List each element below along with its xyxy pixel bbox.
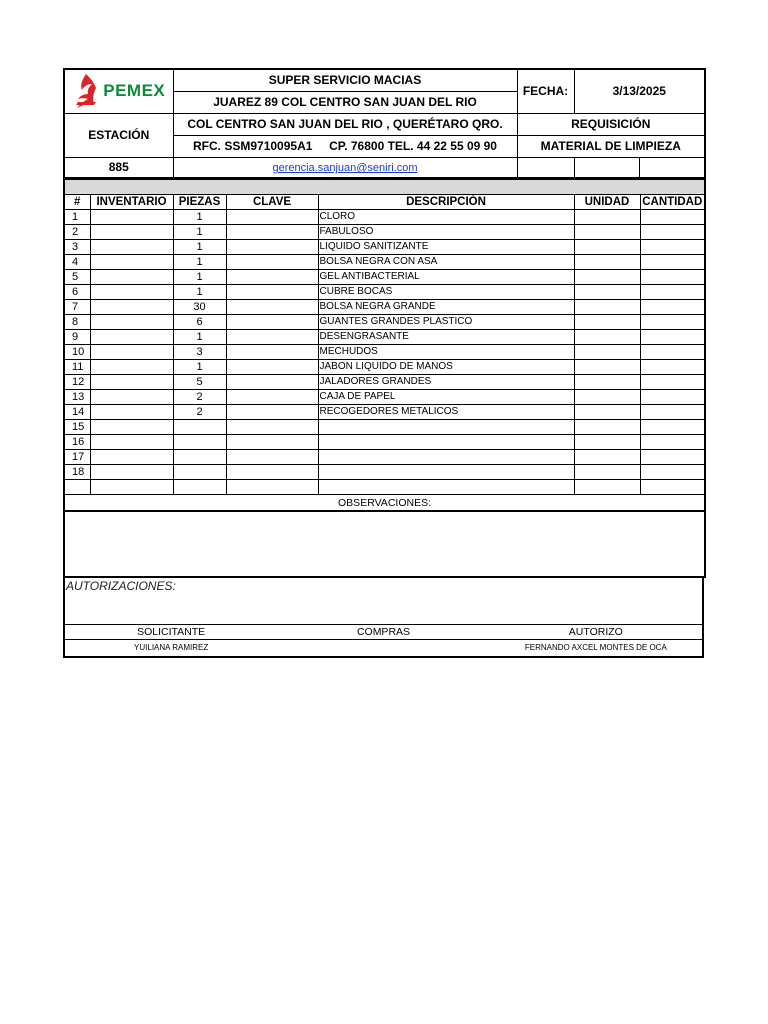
inventario-cell[interactable] [90,360,173,375]
descripcion-cell[interactable]: CUBRE BOCAS [318,285,574,300]
logo-text: PEMEX [103,81,166,101]
clave-cell[interactable] [226,285,318,300]
clave-cell[interactable] [226,270,318,285]
descripcion-cell[interactable]: GEL ANTIBACTERIAL [318,270,574,285]
unidad-cell[interactable] [574,300,640,315]
rfc-line: RFC. SSM9710095A1 CP. 76800 TEL. 44 22 55 09 90 [173,135,517,157]
autorizo-name: FERNANDO AXCEL MONTES DE OCA [524,643,667,652]
row-number[interactable] [64,480,90,495]
row-number[interactable]: 5 [64,270,90,285]
cantidad-cell[interactable] [640,240,705,255]
row-number[interactable]: 10 [64,345,90,360]
inventario-cell[interactable] [90,345,173,360]
table-row [64,390,705,405]
fecha-value: 3/13/2025 [574,69,705,113]
piezas-cell[interactable]: 1 [173,225,226,240]
unidad-cell[interactable] [574,405,640,420]
row-number[interactable]: 15 [64,420,90,435]
cantidad-cell[interactable] [640,285,705,300]
table-row [64,270,705,285]
table-row [64,285,705,300]
address-line-1: JUAREZ 89 COL CENTRO SAN JUAN DEL RIO [173,91,517,113]
inventario-cell[interactable] [90,420,173,435]
clave-cell[interactable] [226,315,318,330]
descripcion-cell[interactable] [318,480,574,495]
clave-cell[interactable] [226,435,318,450]
row-number[interactable]: 2 [64,225,90,240]
logo-cell [64,69,173,113]
unidad-cell[interactable] [574,435,640,450]
descripcion-cell[interactable] [318,465,574,480]
descripcion-cell[interactable]: DESENGRASANTE [318,330,574,345]
table-row [64,300,705,315]
piezas-cell[interactable] [173,465,226,480]
signature-names-row [65,639,702,656]
piezas-cell[interactable]: 1 [173,270,226,285]
inventario-cell[interactable] [90,405,173,420]
station-number: 885 [64,157,173,178]
table-row [64,405,705,420]
inventario-cell[interactable] [90,225,173,240]
descripcion-cell[interactable]: CLORO [318,210,574,225]
solicitante-name: YUILIANA RAMIREZ [134,643,209,652]
blank-cell [639,157,705,178]
cantidad-cell[interactable] [640,210,705,225]
header-table [63,68,706,179]
table-row [64,480,705,495]
descripcion-cell[interactable]: GUANTES GRANDES PLASTICO [318,315,574,330]
cantidad-cell[interactable] [640,435,705,450]
requisition-sheet [63,68,704,658]
unidad-cell[interactable] [574,480,640,495]
unidad-cell[interactable] [574,240,640,255]
blank-cell [574,157,639,178]
cantidad-cell[interactable] [640,480,705,495]
descripcion-cell[interactable]: MECHUDOS [318,345,574,360]
cantidad-cell[interactable] [640,375,705,390]
clave-cell[interactable] [226,345,318,360]
clave-cell[interactable] [226,480,318,495]
clave-cell[interactable] [226,240,318,255]
col-header: CANTIDAD [640,195,705,210]
row-number[interactable]: 9 [64,330,90,345]
gray-separator [64,180,705,195]
table-row [64,360,705,375]
observaciones-label: OBSERVACIONES: [64,495,705,512]
table-row [64,420,705,435]
unidad-cell[interactable] [574,285,640,300]
table-row [64,240,705,255]
descripcion-cell[interactable]: LIQUIDO SANITIZANTE [318,240,574,255]
cantidad-cell[interactable] [640,315,705,330]
row-number[interactable]: 13 [64,390,90,405]
inventario-cell[interactable] [90,315,173,330]
inventario-cell[interactable] [90,450,173,465]
col-header: DESCRIPCIÓN [318,195,574,210]
unidad-cell[interactable] [574,345,640,360]
col-header: UNIDAD [574,195,640,210]
clave-cell[interactable] [226,465,318,480]
table-row [64,435,705,450]
unidad-cell[interactable] [574,360,640,375]
col-header: # [64,195,90,210]
unidad-cell[interactable] [574,465,640,480]
autorizo-label: AUTORIZO [568,626,623,638]
clave-cell[interactable] [226,420,318,435]
unidad-cell[interactable] [574,390,640,405]
compras-label: COMPRAS [356,626,411,638]
compras-name [277,640,489,656]
piezas-cell[interactable] [173,435,226,450]
table-row [64,330,705,345]
address-line-2: COL CENTRO SAN JUAN DEL RIO , QUERÉTARO QRO. [173,113,517,135]
cantidad-cell[interactable] [640,390,705,405]
piezas-cell[interactable]: 2 [173,390,226,405]
piezas-cell[interactable]: 1 [173,330,226,345]
company-name: SUPER SERVICIO MACIAS [173,69,517,91]
unidad-cell[interactable] [574,225,640,240]
unidad-cell[interactable] [574,270,640,285]
table-row [64,255,705,270]
cantidad-cell[interactable] [640,270,705,285]
descripcion-cell[interactable] [318,450,574,465]
solicitante-label: SOLICITANTE [137,626,206,638]
piezas-cell[interactable]: 1 [173,285,226,300]
row-number[interactable]: 17 [64,450,90,465]
table-row [64,450,705,465]
descripcion-cell[interactable]: CAJA DE PAPEL [318,390,574,405]
piezas-cell[interactable] [173,480,226,495]
row-number[interactable]: 16 [64,435,90,450]
descripcion-cell[interactable]: BOLSA NEGRA CON ASA [318,255,574,270]
cantidad-cell[interactable] [640,345,705,360]
cantidad-cell[interactable] [640,360,705,375]
cantidad-cell[interactable] [640,330,705,345]
autorizaciones-label: AUTORIZACIONES: [66,579,176,593]
unidad-cell[interactable] [574,210,640,225]
estacion-label: ESTACIÓN [64,113,173,157]
clave-cell[interactable] [226,330,318,345]
observaciones-box[interactable] [64,511,705,577]
clave-cell[interactable] [226,300,318,315]
clave-cell[interactable] [226,405,318,420]
inventario-cell[interactable] [90,300,173,315]
row-number[interactable]: 12 [64,375,90,390]
inventario-cell[interactable] [90,390,173,405]
inventario-cell[interactable] [90,210,173,225]
col-header: INVENTARIO [90,195,173,210]
piezas-cell[interactable]: 6 [173,315,226,330]
row-number[interactable]: 7 [64,300,90,315]
row-number[interactable]: 3 [64,240,90,255]
clave-cell[interactable] [226,375,318,390]
row-number[interactable]: 1 [64,210,90,225]
email-link[interactable]: gerencia.sanjuan@seniri.com [272,162,418,175]
requisicion-label: REQUISICIÓN [517,113,705,135]
signature-labels-row [65,624,702,639]
cantidad-cell[interactable] [640,255,705,270]
inventario-cell[interactable] [90,330,173,345]
clave-cell[interactable] [226,210,318,225]
inventario-cell[interactable] [90,435,173,450]
clave-cell[interactable] [226,390,318,405]
row-number[interactable]: 14 [64,405,90,420]
inventario-cell[interactable] [90,480,173,495]
fecha-label: FECHA: [517,69,574,113]
row-number[interactable]: 18 [64,465,90,480]
col-header: PIEZAS [173,195,226,210]
unidad-cell[interactable] [574,255,640,270]
cantidad-cell[interactable] [640,225,705,240]
descripcion-cell[interactable]: RECOGEDORES METALICOS [318,405,574,420]
piezas-cell[interactable]: 5 [173,375,226,390]
pemex-logo [65,72,173,110]
unidad-cell[interactable] [574,375,640,390]
piezas-cell[interactable] [173,450,226,465]
row-number[interactable]: 8 [64,315,90,330]
cantidad-cell[interactable] [640,300,705,315]
clave-cell[interactable] [226,255,318,270]
cantidad-cell[interactable] [640,405,705,420]
unidad-cell[interactable] [574,315,640,330]
inventario-cell[interactable] [90,270,173,285]
table-row [64,315,705,330]
table-row [64,225,705,240]
piezas-cell[interactable]: 2 [173,405,226,420]
descripcion-cell[interactable]: FABULOSO [318,225,574,240]
email-cell [173,157,517,178]
table-row [64,465,705,480]
descripcion-cell[interactable] [318,435,574,450]
inventario-cell[interactable] [90,465,173,480]
row-number[interactable]: 6 [64,285,90,300]
col-header: CLAVE [226,195,318,210]
descripcion-cell[interactable] [318,420,574,435]
piezas-cell[interactable]: 1 [173,360,226,375]
piezas-cell[interactable]: 3 [173,345,226,360]
piezas-cell[interactable]: 1 [173,210,226,225]
unidad-cell[interactable] [574,330,640,345]
descripcion-cell[interactable]: BOLSA NEGRA GRANDE [318,300,574,315]
table-row [64,345,705,360]
cantidad-cell[interactable] [640,465,705,480]
inventario-cell[interactable] [90,375,173,390]
piezas-cell[interactable] [173,420,226,435]
authorizations-section [63,578,704,658]
table-row [64,375,705,390]
table-row [64,210,705,225]
clave-cell[interactable] [226,360,318,375]
inventario-cell[interactable] [90,240,173,255]
pemex-eagle-icon [72,72,100,110]
inventario-cell[interactable] [90,255,173,270]
descripcion-cell[interactable]: JALADORES GRANDES [318,375,574,390]
clave-cell[interactable] [226,225,318,240]
descripcion-cell[interactable]: JABON LIQUIDO DE MANOS [318,360,574,375]
items-table [63,179,706,578]
row-number[interactable]: 4 [64,255,90,270]
cantidad-cell[interactable] [640,420,705,435]
piezas-cell[interactable]: 30 [173,300,226,315]
piezas-cell[interactable]: 1 [173,240,226,255]
row-number[interactable]: 11 [64,360,90,375]
unidad-cell[interactable] [574,450,640,465]
column-header-row [64,195,705,210]
clave-cell[interactable] [226,450,318,465]
material-label: MATERIAL DE LIMPIEZA [517,135,705,157]
blank-cell [517,157,574,178]
piezas-cell[interactable]: 1 [173,255,226,270]
inventario-cell[interactable] [90,285,173,300]
cantidad-cell[interactable] [640,450,705,465]
unidad-cell[interactable] [574,420,640,435]
